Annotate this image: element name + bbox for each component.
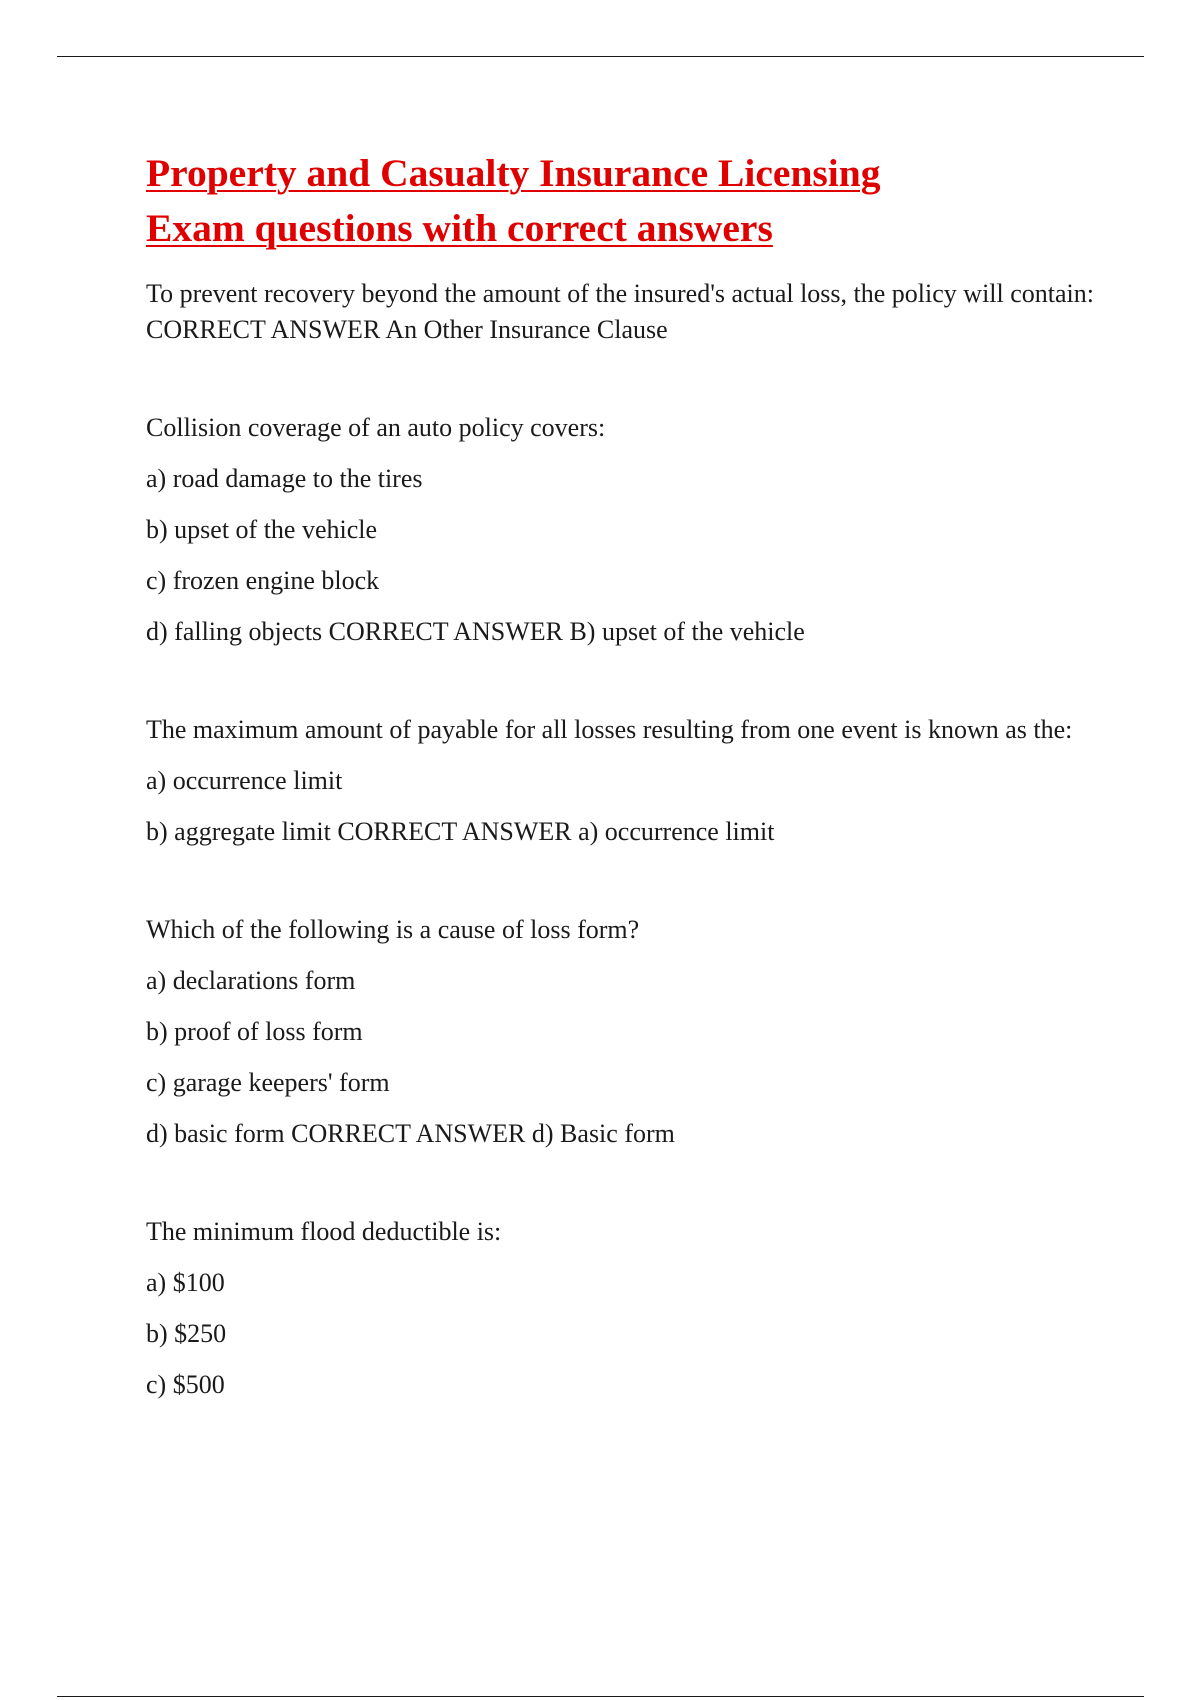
answer-option: c) $500 — [146, 1370, 225, 1399]
answer-option: a) $100 — [146, 1268, 225, 1297]
answer-option: b) upset of the vehicle — [146, 515, 378, 544]
question-text: To prevent recovery beyond the amount of the insured's actual loss, the policy will contain: CORRECT ANSWER An Other Insurance Clause — [146, 279, 1094, 344]
answer-option: b) $250 — [146, 1319, 227, 1348]
question-block — [146, 912, 1106, 1152]
header-rule — [57, 56, 1144, 57]
question-block — [146, 1214, 1106, 1403]
answer-option: c) garage keepers' form — [146, 1068, 390, 1097]
answer-option: a) declarations form — [146, 966, 356, 995]
answer-option: a) occurrence limit — [146, 766, 343, 795]
answer-option: d) falling objects CORRECT ANSWER B) upset of the vehicle — [146, 617, 805, 646]
answer-option: b) aggregate limit CORRECT ANSWER a) occurrence limit — [146, 817, 775, 846]
answer-option: d) basic form CORRECT ANSWER d) Basic form — [146, 1119, 675, 1148]
document-title-line-2: Exam questions with correct answers — [146, 206, 773, 250]
answer-option: c) frozen engine block — [146, 566, 380, 595]
question-text: Collision coverage of an auto policy covers: — [146, 413, 606, 442]
answer-option: a) road damage to the tires — [146, 464, 423, 493]
footer-rule — [57, 1696, 1144, 1697]
question-block — [146, 712, 1106, 850]
document-title-line-1: Property and Casualty Insurance Licensing — [146, 151, 881, 195]
question-block — [146, 410, 1106, 650]
question-text: The minimum flood deductible is: — [146, 1217, 502, 1246]
page-content — [146, 146, 1106, 1465]
document-title — [146, 146, 1106, 256]
question-block — [146, 276, 1106, 348]
answer-option: b) proof of loss form — [146, 1017, 363, 1046]
question-text: The maximum amount of payable for all losses resulting from one event is known as the: — [146, 715, 1073, 744]
question-text: Which of the following is a cause of loss form? — [146, 915, 640, 944]
